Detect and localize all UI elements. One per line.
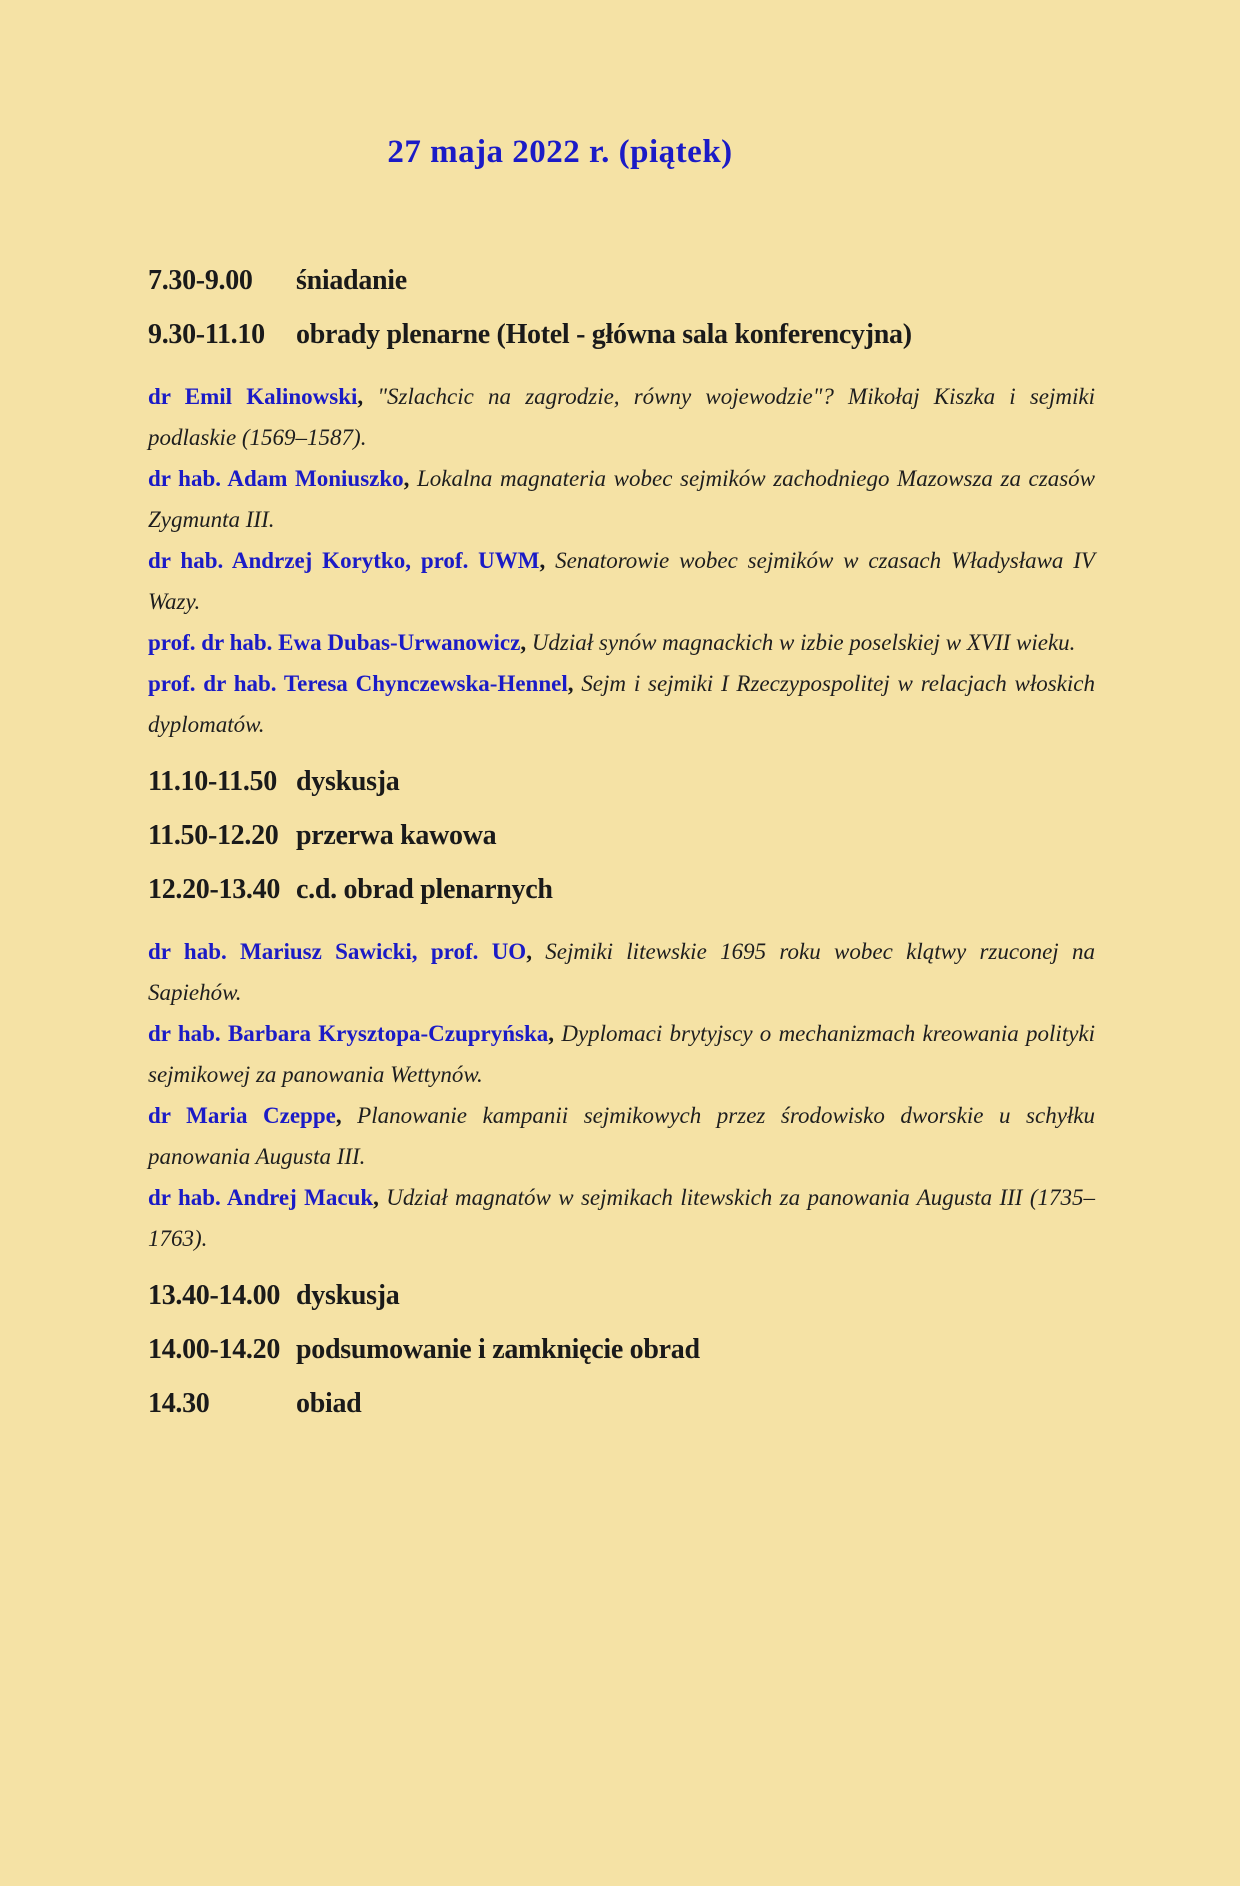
talk-title: Udział magnatów w sejmikach litewskich za panowania Augusta III (1735–1763). <box>148 1185 1095 1251</box>
talk-entry <box>148 540 1095 622</box>
talk-speaker: dr hab. Andrzej Korytko, prof. UWM <box>148 548 540 573</box>
schedule-row-plenary <box>148 318 1095 352</box>
talk-entry <box>148 663 1095 745</box>
talk-separator: , <box>567 671 582 696</box>
talk-speaker: dr hab. Barbara Krysztopa-Czupryńska <box>148 1021 549 1046</box>
schedule-time: 7.30-9.00 <box>148 265 253 296</box>
talk-entry <box>148 1013 1095 1095</box>
talk-speaker: prof. dr hab. Ewa Dubas-Urwanowicz <box>148 630 521 655</box>
talk-separator: , <box>357 384 378 409</box>
schedule-label: podsumowanie i zamknięcie obrad <box>296 1334 700 1365</box>
talk-separator: , <box>373 1185 387 1210</box>
schedule-label: obrady plenarne (Hotel - główna sala konferencyjna) <box>296 319 912 350</box>
talk-title: Dyplomaci brytyjscy o mechanizmach kreowania polityki sejmikowej za panowania Wettynów. <box>148 1021 1096 1087</box>
talk-speaker: dr hab. Andrej Macuk <box>148 1185 374 1210</box>
schedule-label: dyskusja <box>296 1280 400 1311</box>
schedule-time: 9.30-11.10 <box>148 319 265 350</box>
schedule-time: 13.40-14.00 <box>148 1280 281 1311</box>
schedule-time: 14.00-14.20 <box>148 1334 281 1365</box>
schedule-time: 11.50-12.20 <box>148 820 279 851</box>
schedule-time: 14.30 <box>148 1388 210 1419</box>
talk-title: Senatorowie wobec sejmików w czasach Władysława IV Wazy. <box>148 548 1095 614</box>
schedule-row-discussion-2 <box>148 1279 1095 1313</box>
talk-separator: , <box>403 466 417 491</box>
talk-separator: , <box>539 548 556 573</box>
talk-speaker: dr Emil Kalinowski <box>148 384 358 409</box>
conference-program-page <box>0 132 1240 1886</box>
schedule-row-closing <box>148 1333 1095 1367</box>
schedule-label: śniadanie <box>296 265 407 296</box>
schedule-label: c.d. obrad plenarnych <box>296 874 553 905</box>
schedule-time: 11.10-11.50 <box>148 766 277 797</box>
schedule-row-breakfast <box>148 264 1095 298</box>
schedule-row-plenary-continued <box>148 873 1095 907</box>
program-content <box>148 264 1095 1421</box>
talk-speaker: dr hab. Mariusz Sawicki, prof. UO <box>148 939 527 964</box>
talk-title: Udział synów magnackich w izbie poselskiej w XVII wieku. <box>531 630 1076 655</box>
talk-title: Sejmiki litewskie 1695 roku wobec klątwy rzuconej na Sapiehów. <box>148 939 1095 1005</box>
talk-entry <box>148 622 1095 663</box>
talk-entry <box>148 1177 1095 1259</box>
talk-speaker: dr Maria Czeppe <box>148 1103 336 1128</box>
schedule-row-discussion-1 <box>148 765 1095 799</box>
talk-group-afternoon <box>148 931 1095 1259</box>
talk-group-morning <box>148 376 1095 745</box>
talk-title: Sejm i sejmiki I Rzeczypospolitej w relacjach włoskich dyplomatów. <box>148 671 1095 737</box>
talk-separator: , <box>335 1103 358 1128</box>
schedule-label: dyskusja <box>296 766 400 797</box>
schedule-time: 12.20-13.40 <box>148 874 281 905</box>
talk-speaker: dr hab. Adam Moniuszko <box>148 466 404 491</box>
talk-entry <box>148 376 1095 458</box>
talk-entry <box>148 458 1095 540</box>
talk-separator: , <box>548 1021 562 1046</box>
schedule-label: obiad <box>296 1388 362 1419</box>
talk-title: "Szlachcic na zagrodzie, równy wojewodzie"? Mikołaj Kiszka i sejmiki podlaskie (1569–1587). <box>148 384 1095 450</box>
talk-entry <box>148 931 1095 1013</box>
schedule-label: przerwa kawowa <box>296 820 497 851</box>
schedule-row-coffee-break <box>148 819 1095 853</box>
schedule-row-lunch <box>148 1387 1095 1421</box>
talk-speaker: prof. dr hab. Teresa Chynczewska-Hennel <box>148 671 568 696</box>
talk-separator: , <box>520 630 532 655</box>
talk-title: Lokalna magnateria wobec sejmików zachodniego Mazowsza za czasów Zygmunta III. <box>148 466 1096 532</box>
talk-separator: , <box>526 939 546 964</box>
page-title: 27 maja 2022 r. (piątek) <box>387 134 733 170</box>
talk-title: Planowanie kampanii sejmikowych przez środowisko dworskie u schyłku panowania Augusta III. <box>148 1103 1096 1169</box>
talk-entry <box>148 1095 1095 1177</box>
